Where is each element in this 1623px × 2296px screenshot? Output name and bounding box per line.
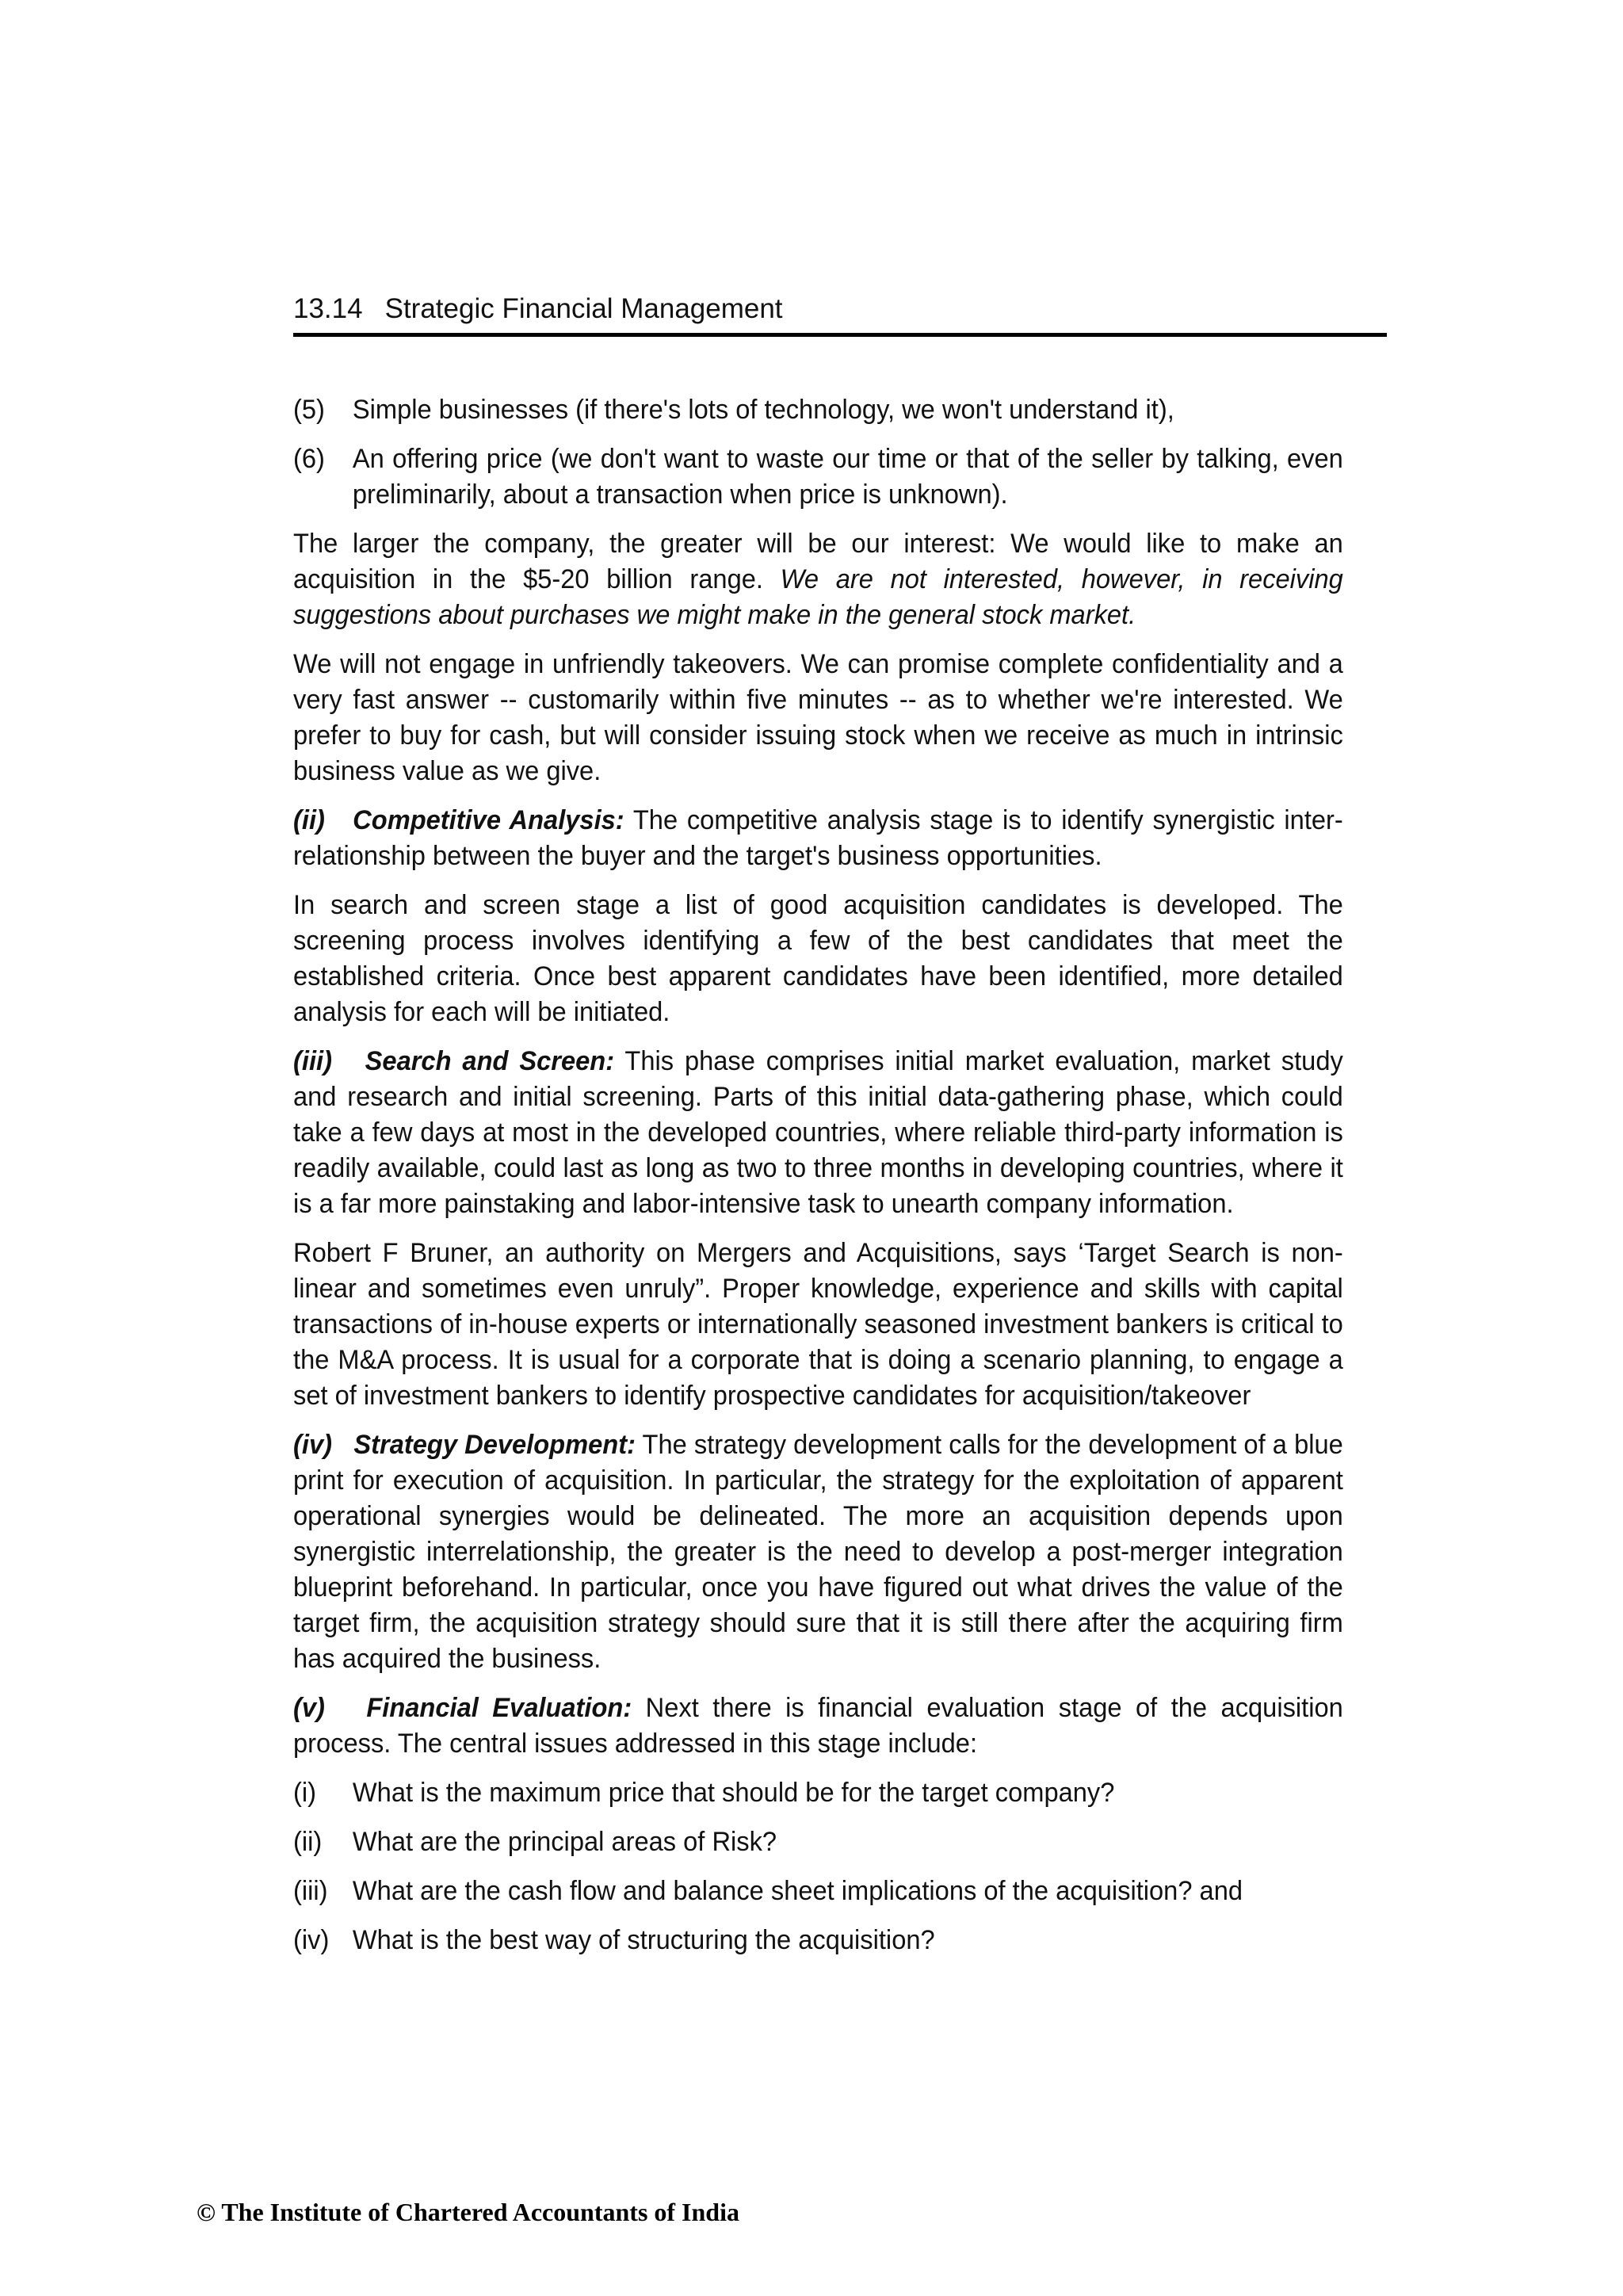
criteria-label: (5): [293, 395, 325, 425]
issue-label: (iii): [293, 1876, 328, 1906]
issue-text: What are the cash flow and balance sheet implications of the acquisition? and: [352, 1876, 1243, 1906]
criteria-item-5: [293, 392, 1343, 428]
stage-text: The competitive analysis stage is to identify synergistic inter-relationship between the buyer and the target's business opportunities.: [293, 805, 1343, 871]
issue-label: (ii): [293, 1827, 323, 1857]
stage-text: Next there is financial evaluation stage of the acquisition process. The central issues addressed in this stage include:: [293, 1693, 1343, 1759]
interest-text: The larger the company, the greater will be our interest: We would like to make an acquisition in the $5-20 billion range.: [293, 529, 1343, 594]
stage-title: Competitive Analysis:: [353, 805, 624, 835]
stage-number: (iii): [293, 1046, 332, 1076]
issue-item: [293, 1923, 1343, 1958]
stage-number: (iv): [293, 1430, 332, 1460]
issue-label: (i): [293, 1778, 316, 1808]
page-number: 13.14: [293, 293, 363, 324]
criteria-text: An offering price (we don't want to waste our time or that of the seller by talking, even preliminarily, about a transaction when price is unknown).: [352, 444, 1343, 510]
criteria-label: (6): [293, 444, 325, 474]
copyright-footer: © The Institute of Chartered Accountants of India: [197, 2198, 739, 2226]
interest-italic-text: We are not interested, however, in receiving suggestions about purchases we might make in the general stock market.: [293, 564, 1343, 630]
stage-number: (ii): [293, 805, 325, 835]
stage-title: Strategy Development:: [353, 1430, 636, 1460]
page-body: [293, 392, 1343, 1972]
stage-number: (v): [293, 1693, 325, 1723]
paragraph-takeovers: We will not engage in unfriendly takeovers. We can promise complete confidentiality and a very fast answer -- customarily within five minutes -- as to whether we're interested. We prefer to buy for cash, but will consider issuing stock when we receive as much in intrinsic business value as we give.: [293, 649, 1343, 786]
issue-text: What are the principal areas of Risk?: [352, 1827, 777, 1857]
stage-text: This phase comprises initial market evaluation, market study and research and initial screening. Parts of this initial data-gathering phase, which could take a few days at most in the developed countries, where reliable third-party information is readily available, could last as long as two to three months in developing countries, where it is a far more painstaking and labor-intensive task to unearth company information.: [293, 1046, 1343, 1219]
issue-label: (iv): [293, 1925, 330, 1955]
stage-search-and-screen: [293, 1044, 1343, 1222]
paragraph-interest: [293, 526, 1343, 633]
issue-item: [293, 1824, 1343, 1860]
page-header: [293, 293, 1387, 337]
stage-strategy-development: [293, 1427, 1343, 1677]
paragraph-bruner: Robert F Bruner, an authority on Mergers and Acquisitions, says ‘Target Search is non-linear and sometimes even unruly”. Proper knowledge, experience and skills with capital transactions of in-house experts or internationally seasoned investment bankers is critical to the M&A process. It is usual for a corporate that is doing a scenario planning, to engage a set of investment bankers to identify prospective candidates for acquisition/takeover: [293, 1238, 1343, 1411]
issue-item: [293, 1874, 1343, 1909]
stage-title: Search and Screen:: [365, 1046, 615, 1076]
criteria-item-6: [293, 441, 1343, 513]
paragraph-search-screen: In search and screen stage a list of good acquisition candidates is developed. The screening process involves identifying a few of the best candidates that meet the established criteria. Once best apparent candidates have been identified, more detailed analysis for each will be initiated.: [293, 890, 1343, 1027]
stage-title: Financial Evaluation:: [366, 1693, 632, 1723]
issue-text: What is the best way of structuring the acquisition?: [352, 1925, 935, 1955]
stage-text: The strategy development calls for the development of a blue print for execution of acquisition. In particular, the strategy for the exploitation of apparent operational synergies would be delineated. The more an acquisition depends upon synergistic interrelationship, the greater is the need to develop a post-merger integration blueprint beforehand. In particular, once you have figured out what drives the value of the target firm, the acquisition strategy should sure that it is still there after the acquiring firm has acquired the business.: [293, 1430, 1343, 1674]
stage-financial-evaluation: [293, 1690, 1343, 1762]
issue-text: What is the maximum price that should be for the target company?: [352, 1778, 1115, 1808]
issue-item: [293, 1775, 1343, 1811]
stage-competitive-analysis: [293, 803, 1343, 874]
running-title: Strategic Financial Management: [384, 293, 783, 324]
criteria-text: Simple businesses (if there's lots of technology, we won't understand it),: [352, 395, 1174, 425]
